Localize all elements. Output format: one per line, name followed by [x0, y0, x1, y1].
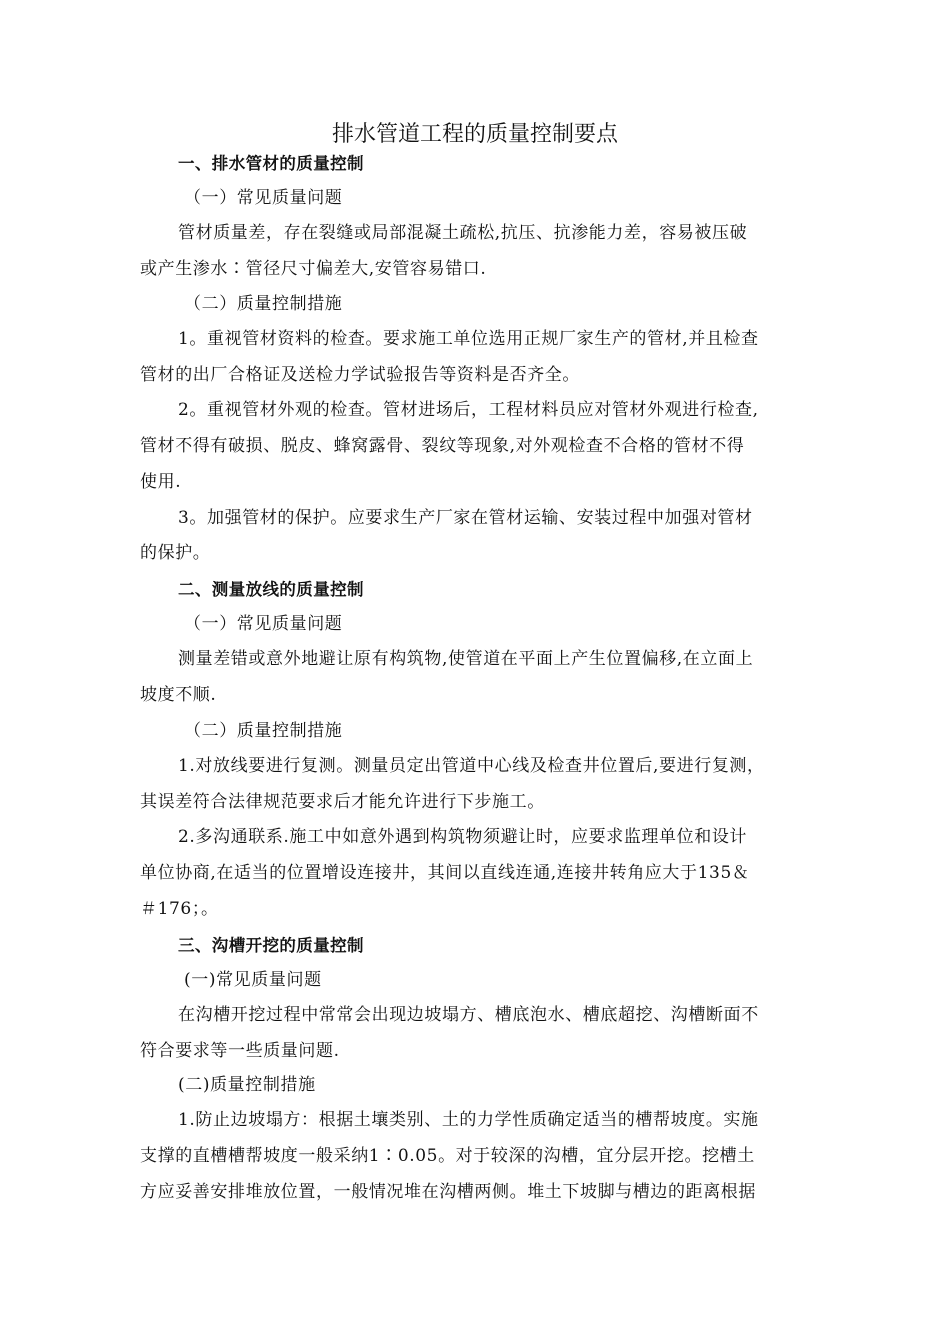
paragraph-line: 1.防止边坡塌方：根据土壤类别、土的力学性质确定适当的槽帮坡度。实施: [178, 1110, 759, 1130]
subsection-heading: （二）质量控制措施: [184, 294, 343, 314]
paragraph-line: 1.对放线要进行复测。测量员定出管道中心线及检查井位置后,要进行复测，: [178, 756, 765, 776]
paragraph-line: 管材质量差，存在裂缝或局部混凝土疏松,抗压、抗渗能力差，容易被压破: [178, 223, 748, 243]
paragraph-line: 的保护。: [140, 543, 211, 563]
subsection-heading: (一)常见质量问题: [184, 970, 322, 990]
paragraph-line: 在沟槽开挖过程中常常会出现边坡塌方、槽底泡水、槽底超挖、沟槽断面不: [178, 1005, 759, 1025]
paragraph-line: 其误差符合法律规范要求后才能允许进行下步施工。: [140, 792, 545, 812]
paragraph-line: 支撑的直槽槽帮坡度一般采纳1∶0.05。对于较深的沟槽，宜分层开挖。挖槽土: [140, 1146, 755, 1166]
section-heading-3: 三、沟槽开挖的质量控制: [178, 936, 364, 955]
paragraph-line: 坡度不顺.: [140, 685, 217, 705]
document-title: 排水管道工程的质量控制要点: [331, 122, 618, 147]
paragraph-line: 2.多沟通联系.施工中如意外遇到构筑物须避让时，应要求监理单位和设计: [178, 827, 748, 847]
paragraph-line: 方应妥善安排堆放位置，一般情况堆在沟槽两侧。堆土下坡脚与槽边的距离根据: [140, 1182, 756, 1202]
paragraph-line: 2。重视管材外观的检查。管材进场后，工程材料员应对管材外观进行检查,: [178, 400, 759, 420]
paragraph-line: 3。加强管材的保护。应要求生产厂家在管材运输、安装过程中加强对管材: [178, 508, 753, 528]
paragraph-line: 使用.: [140, 472, 182, 492]
paragraph-line: ＃176；。: [140, 899, 219, 919]
paragraph-line: 符合要求等一些质量问题.: [140, 1041, 340, 1061]
paragraph-line: 管材不得有破损、脱皮、蜂窝露骨、裂纹等现象,对外观检查不合格的管材不得: [140, 436, 745, 456]
subsection-heading: （二）质量控制措施: [184, 721, 343, 741]
paragraph-line: 管材的出厂合格证及送检力学试验报告等资料是否齐全。: [140, 365, 580, 385]
paragraph-line: 1。重视管材资料的检查。要求施工单位选用正规厂家生产的管材,并且检查: [178, 329, 759, 349]
section-heading-2: 二、测量放线的质量控制: [178, 580, 364, 599]
paragraph-line: 单位协商,在适当的位置增设连接井，其间以直线连通,连接井转角应大于135＆: [140, 863, 750, 883]
subsection-heading: （一）常见质量问题: [184, 188, 343, 208]
paragraph-line: 或产生渗水∶管径尺寸偏差大,安管容易错口.: [140, 259, 487, 279]
subsection-heading: (二)质量控制措施: [178, 1075, 316, 1095]
paragraph-line: 测量差错或意外地避让原有构筑物,使管道在平面上产生位置偏移,在立面上: [178, 649, 754, 669]
section-heading-1: 一、排水管材的质量控制: [178, 154, 364, 173]
subsection-heading: （一）常见质量问题: [184, 614, 343, 634]
